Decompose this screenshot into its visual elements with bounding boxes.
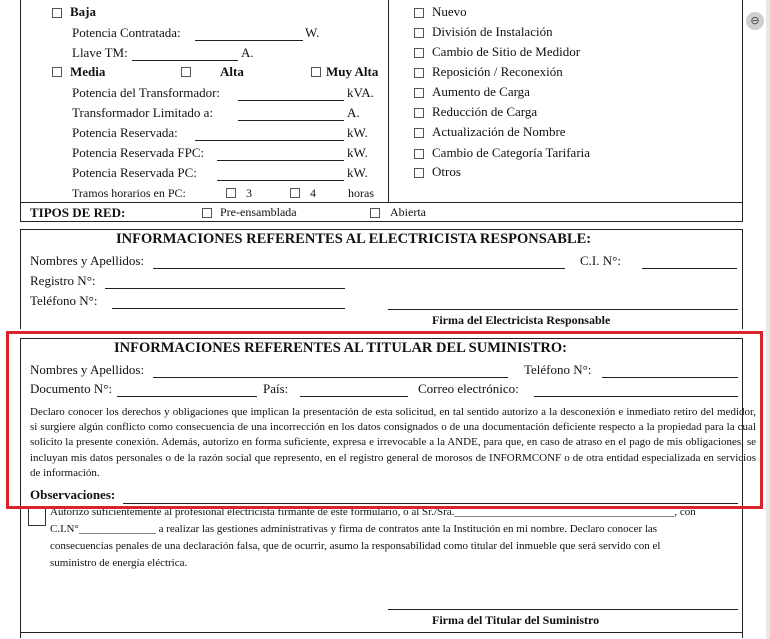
potencia-reservada-label: Potencia Reservada:: [72, 125, 178, 140]
electricista-telefono-label: Teléfono N°:: [30, 293, 98, 308]
option-reposicion-checkbox[interactable]: [414, 68, 424, 78]
potencia-reservada-pc-field[interactable]: [217, 180, 344, 181]
tramo-4-label: 4: [310, 186, 316, 200]
electricista-firma-line[interactable]: [388, 309, 738, 310]
option-aumento-checkbox[interactable]: [414, 88, 424, 98]
option-categoria-checkbox[interactable]: [414, 149, 424, 159]
autorizacion-line-2: C.I.N°______________ a realizar las gestiones administrativas y firma de contratos ante la Institución en mi nombre. Declaro conocer las: [50, 523, 658, 535]
frame-row-bottom: [20, 221, 743, 222]
tramo-4-checkbox[interactable]: [290, 188, 300, 198]
unit-a2: A.: [347, 105, 360, 120]
option-reduccion-checkbox[interactable]: [414, 108, 424, 118]
tramo-3-checkbox[interactable]: [226, 188, 236, 198]
alta-checkbox[interactable]: [181, 67, 191, 77]
potencia-contratada-label: Potencia Contratada:: [72, 25, 181, 40]
potencia-contratada-field[interactable]: [195, 40, 303, 41]
electricista-registro-label: Registro N°:: [30, 273, 96, 288]
llave-tm-field[interactable]: [132, 60, 238, 61]
abierta-label: Abierta: [390, 205, 426, 219]
autorizacion-line-3: consecuencias penales de una declaración falsa, que de ocurrir, asumo la responsabilidad como titular del inmueble que será servido con el: [50, 540, 661, 552]
electricista-ci-label: C.I. N°:: [580, 253, 621, 268]
option-reduccion-label: Reducción de Carga: [432, 104, 538, 119]
option-aumento-label: Aumento de Carga: [432, 84, 530, 99]
media-checkbox[interactable]: [52, 67, 62, 77]
option-otros-checkbox[interactable]: [414, 168, 424, 178]
alta-label: Alta: [220, 64, 244, 79]
electricista-title: INFORMACIONES REFERENTES AL ELECTRICISTA RESPONSABLE:: [116, 231, 592, 247]
observaciones-label: Observaciones:: [30, 487, 116, 502]
baja-checkbox[interactable]: [52, 8, 62, 18]
electricista-registro-field[interactable]: [105, 288, 345, 289]
titular-firma-label: Firma del Titular del Suministro: [432, 613, 600, 627]
option-actualizacion-label: Actualización de Nombre: [432, 124, 566, 139]
muy-alta-checkbox[interactable]: [311, 67, 321, 77]
transformador-limitado-label: Transformador Limitado a:: [72, 105, 214, 120]
unit-kw1: kW.: [347, 125, 368, 140]
electricista-frame-left: [20, 229, 21, 329]
electricista-frame-right: [742, 229, 743, 329]
electricista-telefono-field[interactable]: [112, 308, 345, 309]
unit-kva: kVA.: [347, 85, 374, 100]
autorizacion-line-4: suministro de energía eléctrica.: [50, 557, 188, 569]
titular-title: INFORMACIONES REFERENTES AL TITULAR DEL SUMINISTRO:: [114, 340, 567, 356]
titular-correo-label: Correo electrónico:: [418, 381, 519, 396]
electricista-nombres-field[interactable]: [153, 268, 565, 269]
zoom-icon[interactable]: ⊖: [746, 12, 764, 30]
frame-divider: [388, 0, 389, 202]
frame-left: [20, 0, 21, 222]
option-nuevo-checkbox[interactable]: [414, 8, 424, 18]
preensamblada-checkbox[interactable]: [202, 208, 212, 218]
titular-nombres-label: Nombres y Apellidos:: [30, 362, 145, 377]
electricista-frame-top: [20, 229, 743, 230]
muy-alta-label: Muy Alta: [326, 64, 379, 79]
electricista-ci-field[interactable]: [642, 268, 737, 269]
potencia-reservada-pc-label: Potencia Reservada PC:: [72, 165, 197, 180]
horas-label: horas: [348, 186, 374, 200]
autorizacion-checkbox[interactable]: [28, 508, 46, 526]
preensamblada-label: Pre-ensamblada: [220, 205, 297, 219]
option-categoria-label: Cambio de Categoría Tarifaria: [432, 145, 591, 160]
titular-pais-label: País:: [263, 381, 289, 396]
potencia-reservada-fpc-field[interactable]: [217, 160, 344, 161]
option-cambio-sitio-checkbox[interactable]: [414, 48, 424, 58]
tipos-red-label: TIPOS DE RED:: [30, 205, 126, 220]
frame-right: [742, 0, 743, 222]
tramos-label: Tramos horarios en PC:: [72, 186, 186, 200]
titular-telefono-label: Teléfono N°:: [524, 362, 592, 377]
electricista-firma-label: Firma del Electricista Responsable: [432, 313, 611, 327]
titular-declaracion: Declaro conocer los derechos y obligaciones que implican la presentación de esta solicitud, en tal sentido autorizo a la desconexión e inmediato retiro del medidor, si surgiere algún conflicto como consecuencia de una incorrección en los datos consignados o de una documentación deficiente respecto a la propiedad para la cual solicito la presente conexión. Además, autorizo en forma suficiente, expresa e irrevocable a la ANDE, para que, en caso de atraso en el pago de mis obligaciones, se incluyan mis datos personales o de la razón social que represento, en el registro general de morosos de INFORMCONF o de otra entidad especializada en servicios de información.: [30, 406, 756, 479]
unit-a: A.: [241, 45, 254, 60]
option-nuevo-label: Nuevo: [432, 4, 467, 19]
potencia-transformador-field[interactable]: [238, 100, 344, 101]
option-reposicion-label: Reposición / Reconexión: [432, 64, 563, 79]
media-label: Media: [70, 64, 106, 79]
option-cambio-sitio-label: Cambio de Sitio de Medidor: [432, 44, 581, 59]
option-division-label: División de Instalación: [432, 24, 553, 39]
unit-kw2: kW.: [347, 145, 368, 160]
potencia-reservada-field[interactable]: [195, 140, 344, 141]
electricista-nombres-label: Nombres y Apellidos:: [30, 253, 145, 268]
titular-firma-line[interactable]: [388, 609, 738, 610]
baja-label: Baja: [70, 4, 96, 19]
abierta-checkbox[interactable]: [370, 208, 380, 218]
option-actualizacion-checkbox[interactable]: [414, 128, 424, 138]
transformador-limitado-field[interactable]: [238, 120, 344, 121]
highlight-box: [6, 331, 763, 509]
unit-w: W.: [305, 25, 320, 40]
llave-tm-label: Llave TM:: [72, 45, 128, 60]
option-otros-label: Otros: [432, 164, 461, 179]
potencia-reservada-fpc-label: Potencia Reservada FPC:: [72, 145, 205, 160]
option-division-checkbox[interactable]: [414, 28, 424, 38]
tramo-3-label: 3: [246, 186, 252, 200]
footer-divider: [20, 632, 743, 633]
titular-documento-label: Documento N°:: [30, 381, 113, 396]
unit-kw3: kW.: [347, 165, 368, 180]
potencia-transformador-label: Potencia del Transformador:: [72, 85, 221, 100]
autorizacion-line-1: Autorizo suficientemente al profesional electricista firmante de este formulario, o al Sr./Sra.________________________________________, con: [50, 506, 696, 518]
frame-row-top: [20, 202, 743, 203]
